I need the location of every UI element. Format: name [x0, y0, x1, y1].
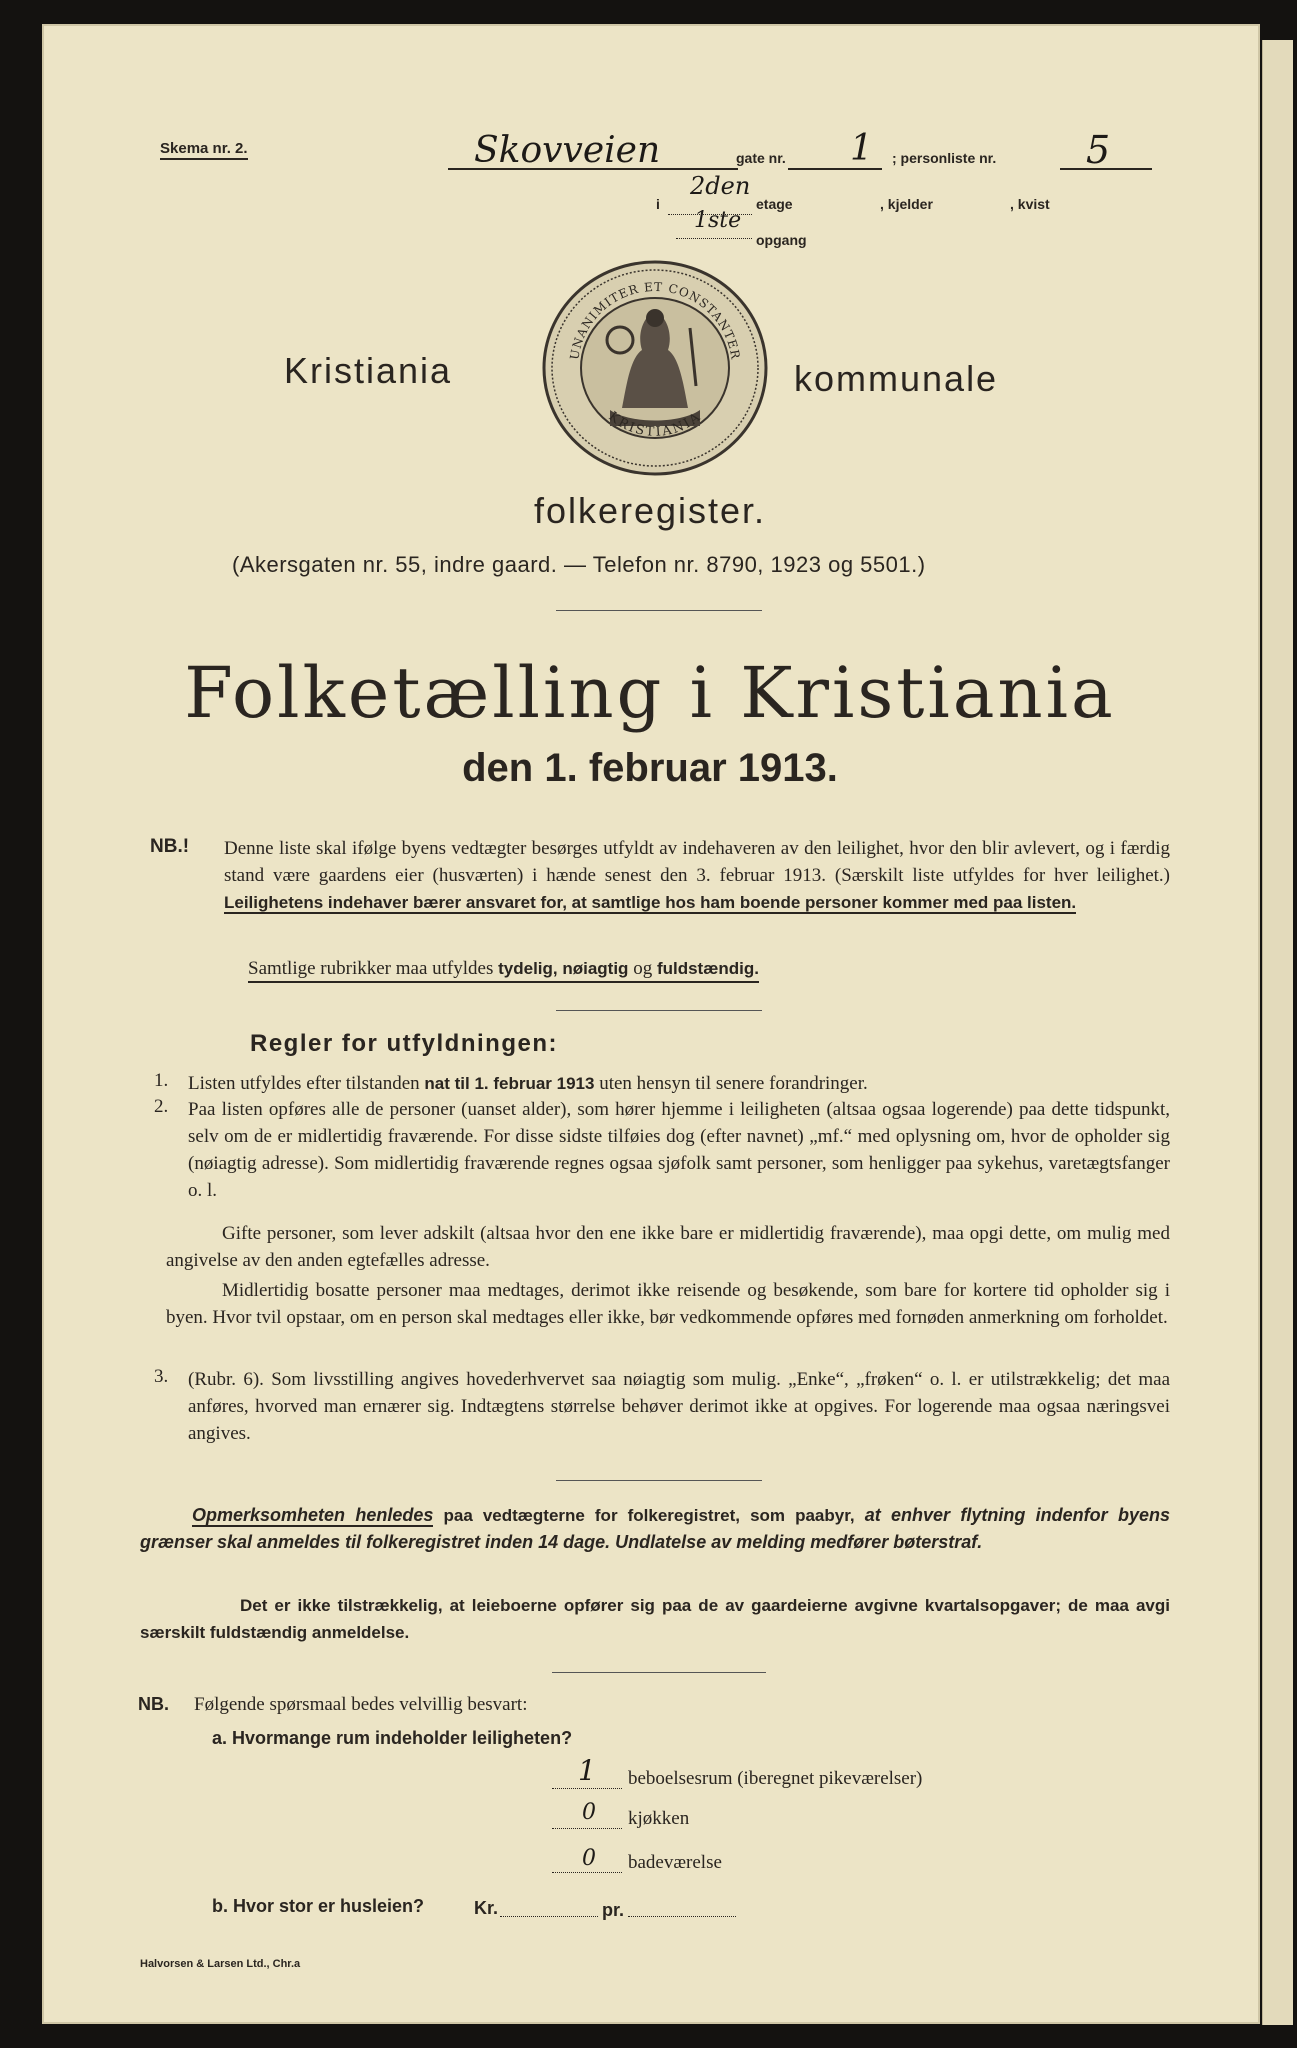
rule-3-number: 3. — [154, 1366, 169, 1387]
rule-1-a: Listen utfyldes efter tilstanden — [188, 1073, 420, 1094]
attention-underlined: Opmerksomheten henledes — [192, 1505, 434, 1525]
kjelder-label: , kjelder — [880, 196, 933, 212]
rule-2-gifte: Gifte personer, som lever adskilt (altsaa hvor den ene ikke bare er midlertidig fraværende), maa opgi dette, om mulig med angivelse av den anden egtefælles adresse. — [166, 1223, 1170, 1271]
opgang-label: opgang — [756, 232, 807, 248]
rule-2-midlertidig: Midlertidig bosatte personer maa medtages, derimot ikke reisende og besøkende, som bare for kortere tid opholder sig i byen. Hvor tvil opstaar, om en person skal medtages eller ikke, bør vedkommende opføres med fornøden anmerkning om forholdet. — [166, 1280, 1170, 1328]
street-name-handwritten: Skovveien — [474, 130, 661, 171]
office-address: (Akersgaten nr. 55, indre gaard. — Telefon nr. 8790, 1923 og 5501.) — [232, 552, 926, 577]
divider — [556, 1010, 762, 1011]
rooms-beboelsesrum-value: 1 — [578, 1754, 596, 1787]
rule-1 — [188, 1070, 1170, 1097]
nb2-label: NB. — [138, 1694, 169, 1714]
personliste-label: ; personliste nr. — [892, 150, 997, 166]
office-left: Kristiania — [284, 350, 453, 391]
rooms-bad-label: badeværelse — [628, 1852, 722, 1873]
personliste-value: 5 — [1086, 128, 1111, 172]
rooms-bad-value: 0 — [582, 1846, 596, 1871]
seal-legend-bottom: KRISTIANIA — [605, 409, 705, 440]
seal-legend-top: UNANIMITER ET CONSTANTER — [567, 279, 743, 361]
title-date: den 1. februar 1913. — [462, 746, 838, 790]
rule-1-number: 1. — [154, 1070, 169, 1091]
gate-nr-value: 1 — [850, 128, 873, 169]
rooms-kjokken-value: 0 — [582, 1800, 596, 1825]
printer-imprint: Halvorsen & Larsen Ltd., Chr.a — [140, 1958, 301, 1970]
nb2-intro: Følgende spørsmaal bedes velvillig besvart: — [194, 1694, 528, 1715]
title-main: Folketælling i Kristiania — [184, 652, 1116, 734]
attention-block-2 — [140, 1592, 1170, 1646]
rules-heading: Regler for utfyldningen: — [250, 1030, 558, 1057]
divider — [556, 610, 762, 611]
nb1-line2-b: tydelig, nøiagtig — [498, 959, 629, 978]
nb1-body: Denne liste skal ifølge byens vedtægter besørges utfyldt av indehaveren av den leilighet, hvor den blir avlevert, og i færdig stand være gaardens eier (husværten) i hænde senest den 3. februar 1913. (Særskilt liste utfyldes for hver leilighet.) — [224, 838, 1170, 886]
kristiania-seal — [540, 258, 770, 478]
rule-2: Paa listen opføres alle de personer (uanset alder), som hører hjemme i leiligheten (altsaa ogsaa logerende) paa dette tidspunkt, selv om de er midlertidig fraværende. For disse sidste tilføies dog (efter navnet) „mf.“ med oplysning om, hvor de opholder sig (nøiagtig adresse). Som midlertidig fraværende regnes ogsaa sjøfolk samt personer, som henligger paa sykehus, varetægtsfanger o. l. — [188, 1099, 1170, 1201]
rule-1-b: nat til 1. februar 1913 — [424, 1074, 595, 1093]
question-a: a. Hvormange rum indeholder leiligheten? — [212, 1728, 573, 1748]
gate-nr-label: gate nr. — [736, 150, 786, 166]
nb1-line2-a: Samtlige rubrikker maa utfyldes — [248, 958, 494, 979]
nb1-line2-d: fuldstændig. — [656, 959, 759, 978]
divider — [556, 1480, 762, 1481]
office-folkeregister: folkeregister. — [533, 490, 767, 531]
opgang-value: 1ste — [694, 208, 742, 233]
pr-label: pr. — [602, 1900, 625, 1920]
attention-text-a: paa vedtægterne for folkeregistret, som paabyr, — [443, 1506, 855, 1525]
rooms-beboelsesrum-label: beboelsesrum (iberegnet pikeværelser) — [628, 1768, 923, 1789]
kvist-label: , kvist — [1010, 196, 1050, 212]
rule-1-c: uten hensyn til senere forandringer. — [599, 1073, 868, 1094]
nb1-text — [224, 835, 1170, 916]
rule-3: (Rubr. 6). Som livsstilling angives hovederhvervet saa nøiagtig som mulig. „Enke“, „frøken“ o. l. er utilstrækkelig; det maa anføres, hvorved man ernærer sig. Indtægtens størrelse behøver derimot ikke at opgives. For logerende maa ogsaa næringsvei angives. — [188, 1369, 1170, 1444]
address-line — [448, 124, 1160, 176]
attention-italic: at enhver flytning indenfor byens grænser skal anmeldes til folkeregistret inden 14 dage. Undlatelse av melding medfører bøterstraf. — [140, 1505, 1171, 1552]
rule-2-number: 2. — [154, 1096, 169, 1117]
nb1-label: NB.! — [150, 836, 190, 857]
attention-block — [140, 1502, 1170, 1556]
divider — [552, 1672, 766, 1673]
attention-text-b: Det er ikke tilstrækkelig, at leieboerne opfører sig paa de av gaardeierne avgivne kvartalsopgaver; de maa avgi særskilt fuldstændig anmeldelse. — [140, 1596, 1170, 1642]
etage-value: 2den — [690, 172, 751, 200]
etage-label: etage — [756, 196, 793, 212]
nb1-line2 — [248, 955, 1148, 982]
nb1-responsibility: Leilighetens indehaver bærer ansvaret for, at samtlige hos ham boende personer kommer med paa listen. — [224, 893, 1077, 912]
rooms-kjokken-label: kjøkken — [628, 1808, 690, 1829]
question-b: b. Hvor stor er husleien? — [212, 1896, 425, 1916]
skema-label: Skema nr. 2. — [160, 140, 248, 160]
office-right: kommunale — [794, 358, 999, 399]
kr-label: Kr. — [474, 1898, 499, 1918]
nb1-line2-c: og — [633, 958, 653, 979]
page-edge — [1262, 40, 1293, 2025]
i-label: i — [656, 196, 660, 212]
